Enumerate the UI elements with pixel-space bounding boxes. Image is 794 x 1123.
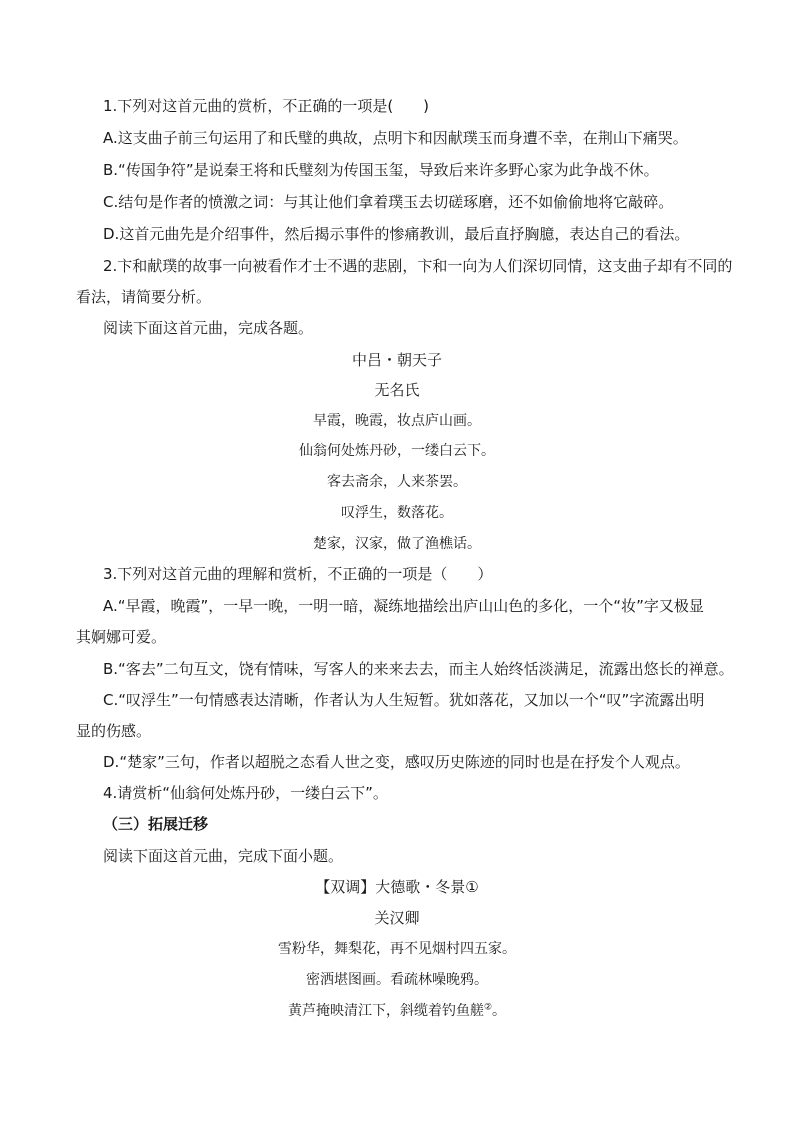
q3-option-b: B.“客去”二句互文，饶有情味，写客人的来来去去，而主人始终恬淡满足，流露出悠长的禅意。 — [103, 660, 734, 678]
q2-line-2: 看法，请简要分析。 — [76, 288, 212, 306]
q1-option-d: D.这首元曲先是介绍事件，然后揭示事件的惨痛教训，最后直抒胸臆，表达自己的看法。 — [103, 225, 690, 243]
footnote-marker: ② — [483, 1002, 493, 1013]
poem2-line: 雪粉华，舞梨花，再不见烟村四五家。 — [278, 941, 516, 957]
q1-option-c: C.结句是作者的愤激之词：与其让他们拿着璞玉去切磋琢磨，还不如偷偷地将它敲碎。 — [103, 193, 674, 211]
poem2-line — [0, 1001, 794, 1021]
poem1-line: 叹浮生，数落花。 — [341, 505, 453, 521]
q3-option-a-line2: 其婀娜可爱。 — [76, 628, 167, 646]
section-heading: （三）拓展迁移 — [103, 815, 209, 833]
poem1-line: 仙翁何处炼丹砂，一缕白云下。 — [299, 443, 495, 459]
q1-option-b: B.“传国争符”是说秦王将和氏璧刻为传国玉玺，导致后来许多野心家为此争战不休。 — [103, 161, 659, 179]
q3-option-c-line2: 显的伤感。 — [76, 722, 152, 740]
poem1-line: 早霞，晚霞，妆点庐山画。 — [313, 413, 481, 429]
reading-instruction-2: 阅读下面这首元曲，完成下面小题。 — [103, 847, 344, 865]
q1-stem: 1.下列对这首元曲的赏析，不正确的一项是( ) — [103, 97, 430, 115]
poem1-author: 无名氏 — [374, 381, 420, 399]
q3-option-d: D.“楚家”三句，作者以超脱之态看人世之变，感叹历史陈迹的同时也是在抒发个人观点。 — [103, 753, 690, 771]
poem2-author: 关汉卿 — [374, 909, 420, 927]
q2-line-1: 2.卞和献璞的故事一向被看作才士不遇的悲剧，卞和一向为人们深切同情，这支曲子却有不同的 — [103, 257, 733, 275]
q4-stem: 4.请赏析“仙翁何处炼丹砂，一缕白云下”。 — [103, 784, 388, 802]
reading-instruction-1: 阅读下面这首元曲，完成各题。 — [103, 319, 314, 337]
poem2-line-text: 黄芦掩映清江下，斜缆着钓鱼艖 — [287, 1003, 484, 1019]
poem1-line: 楚家，汉家，做了渔樵话。 — [313, 536, 481, 552]
poem1-title: 中吕・朝天子 — [351, 351, 442, 369]
poem1-line: 客去斋余，人来茶罢。 — [327, 474, 467, 490]
q3-stem: 3.下列对这首元曲的理解和赏析，不正确的一项是（ ） — [103, 565, 493, 583]
q3-option-c-line1: C.“叹浮生”一句情感表达清晰，作者认为人生短暂。犹如落花，又加以一个“叹”字流露出明 — [103, 691, 705, 709]
poem2-line: 密洒堪图画。看疏林噪晚鸦。 — [306, 972, 488, 988]
q1-option-a: A.这支曲子前三句运用了和氏璧的典故，点明卞和因献璞玉而身遭不幸，在荆山下痛哭。 — [103, 129, 688, 147]
q3-option-a-line1: A.“早霞，晚霞”，一早一晚，一明一暗，凝练地描绘出庐山山色的多化，一个“妆”字又极显 — [103, 597, 704, 615]
poem2-line-end: 。 — [492, 1003, 507, 1019]
poem2-title: 【双调】大德歌・冬景① — [315, 878, 479, 896]
